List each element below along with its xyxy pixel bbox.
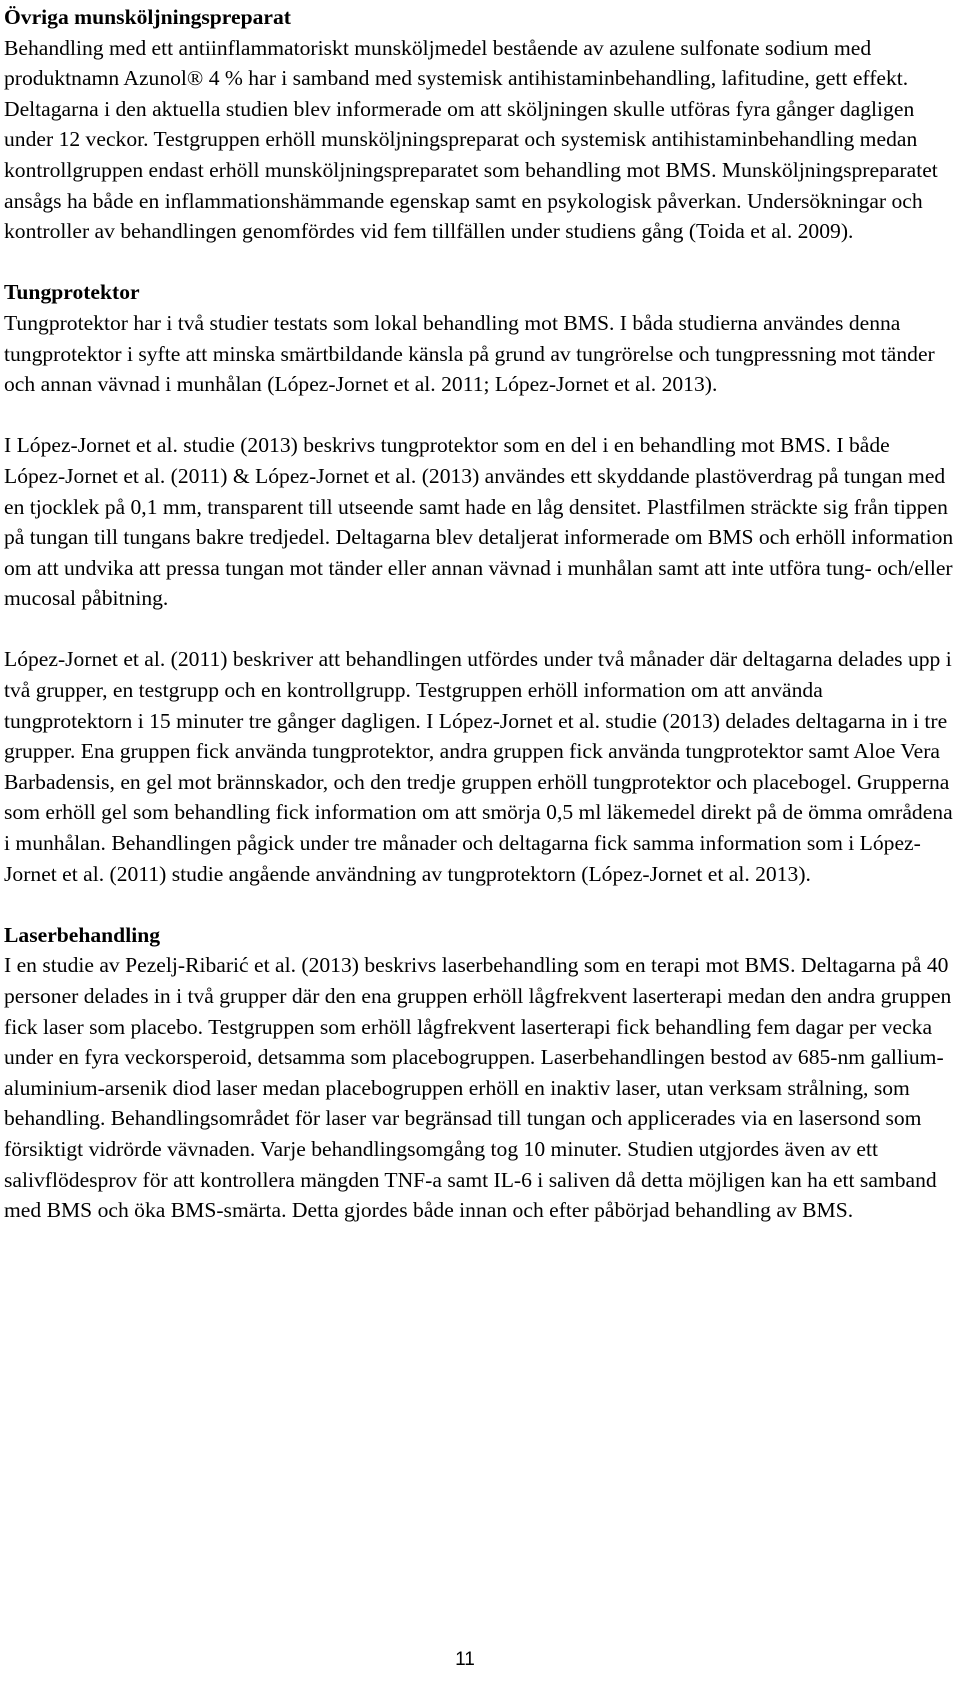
paragraph-tungprotektor-method: I López-Jornet et al. studie (2013) beskrivs tungprotektor som en del i en behandling mot BMS. I både López-Jornet et al. (2011) & López-Jornet et al. (2013) användes ett skyddande plastöverdrag på tungan med en tjocklek på 0,1 mm, transparent till utseende samt hade en låg densitet. Plastfilmen sträckte sig från tippen på tungan till tungans bakre tredjedel. Deltagarna blev detaljerat informerade om BMS och erhöll information om att undvika att pressa tungan mot tänder eller annan vävnad i munhålan samt att inte utföra tung- och/eller mucosal påbitning. bbox=[4, 433, 954, 611]
document-body bbox=[4, 2, 956, 1226]
paragraph-gap bbox=[4, 400, 956, 431]
paragraph-laserbehandling: I en studie av Pezelj-Ribarić et al. (2013) beskrivs laserbehandling som en terapi mot BMS. Deltagarna på 40 personer delades in i två grupper där den ena gruppen erhöll lågfrekvent laserterapi medan den andra gruppen fick laser som placebo. Testgruppen som erhöll lågfrekvent laserterapi fick behandling fem dagar per vecka under en fyra veckorsperoid, detsamma som placebogruppen. Laserbehandlingen bestod av 685-nm gallium-aluminium-arsenik diod laser medan placebogruppen erhöll en inaktiv laser, utan verksam strålning, som behandling. Behandlingsområdet för laser var begränsad till tungan och applicerades via en lasersond som försiktigt vidrörde vävnaden. Varje behandlingsomgång tog 10 minuter. Studien utgjordes även av ett salivflödesprov för att kontrollera mängden TNF-a samt IL-6 i saliven då detta möjligen kan ha ett samband med BMS och öka BMS-smärta. Detta gjordes både innan och efter påbörjad behandling av BMS. bbox=[4, 953, 952, 1223]
paragraph-tungprotektor-intro: Tungprotektor har i två studier testats som lokal behandling mot BMS. I båda studierna användes denna tungprotektor i syfte att minska smärtbildande känsla på grund av tungrörelse och tungpressning mot tänder och annan vävnad i munhålan (López-Jornet et al. 2011; López-Jornet et al. 2013). bbox=[4, 310, 935, 397]
section-heading-laserbehandling: Laserbehandling bbox=[4, 922, 160, 947]
page-number: 11 bbox=[455, 1649, 475, 1670]
section-gap bbox=[4, 889, 956, 920]
paragraph-tungprotektor-groups: López-Jornet et al. (2011) beskriver att behandlingen utfördes under två månader där deltagarna delades upp i två grupper, en testgrupp och en kontrollgrupp. Testgruppen erhöll information om att använda tungprotektorn i 15 minuter tre gånger dagligen. I López-Jornet et al. studie (2013) delades deltagarna in i tre grupper. Ena gruppen fick använda tungprotektor, andra gruppen fick använda tungprotektor samt Aloe Vera Barbadensis, en gel mot brännskador, och den tredje gruppen erhöll tungprotektor och placebogel. Grupperna som erhöll gel som behandling fick information om att smörja 0,5 ml läkemedel direkt på de ömma områdena i munhålan. Behandlingen pågick under tre månader och deltagarna fick samma information som i López-Jornet et al. (2011) studie angående användning av tungprotektorn (López-Jornet et al. 2013). bbox=[4, 647, 953, 886]
paragraph-gap bbox=[4, 614, 956, 645]
section-gap bbox=[4, 247, 956, 278]
paragraph-munskoljningspreparat: Behandling med ett antiinflammatoriskt munsköljmedel bestående av azulene sulfonate sodium med produktnamn Azunol® 4 % har i samband med systemisk antihistaminbehandling, lafitudine, gett effekt. Deltagarna i den aktuella studien blev informerade om att sköljningen skulle utföras fyra gånger dagligen under 12 veckor. Testgruppen erhöll munsköljningspreparat och systemisk antihistaminbehandling medan kontrollgruppen endast erhöll munsköljningspreparatet som behandling mot BMS. Munsköljningspreparatet ansågs ha både en inflammationshämmande egenskap samt en psykologisk påverkan. Undersökningar och kontroller av behandlingen genomfördes vid fem tillfällen under studiens gång (Toida et al. 2009). bbox=[4, 35, 938, 244]
section-heading-munskoljningspreparat: Övriga munsköljningspreparat bbox=[4, 5, 291, 29]
section-heading-tungprotektor: Tungprotektor bbox=[4, 280, 140, 305]
